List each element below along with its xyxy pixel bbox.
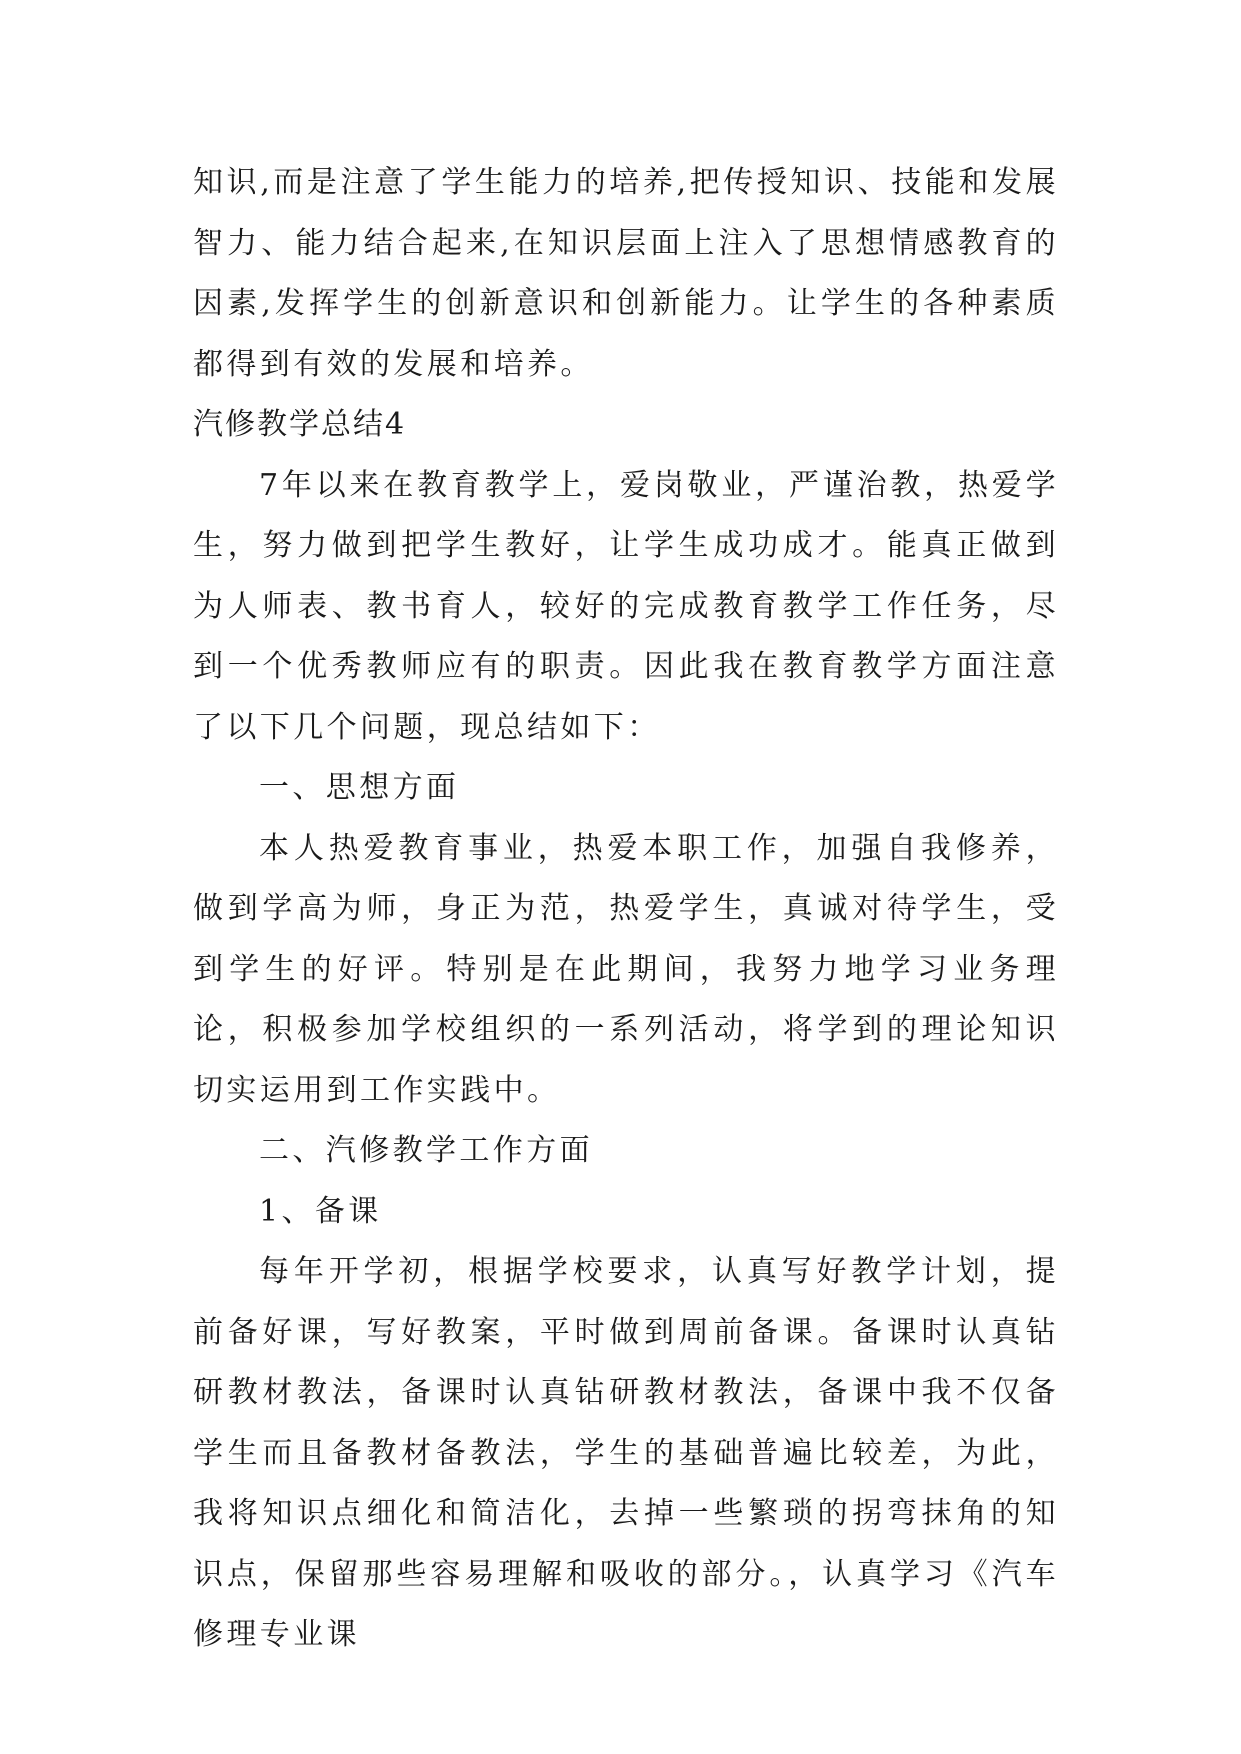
subheading-teaching-work: 二、汽修教学工作方面	[259, 1133, 593, 1168]
paragraph-continuation: 知识,而是注意了学生能力的培养,把传授知识、技能和发展智力、能力结合起来,在知识层面上注入了思想情感教育的因素,发挥学生的创新意识和创新能力。让学生的各种素质都得到有效的发展和培养。	[193, 165, 1059, 382]
subheading-ideology: 一、思想方面	[259, 770, 460, 805]
paragraph-intro: 7年以来在教育教学上，爱岗敬业，严谨治教，热爱学生，努力做到把学生教好，让学生成功成才。能真正做到为人师表、教书育人，较好的完成教育教学工作任务，尽到一个优秀教师应有的职责。因此我在教育教学方面注意了以下几个问题，现总结如下：	[193, 467, 1059, 745]
paragraph-lesson-prep: 每年开学初，根据学校要求，认真写好教学计划，提前备好课，写好教案，平时做到周前备课。备课时认真钻研教材教法，备课时认真钻研教材教法，备课中我不仅备学生而且备教材备教法，学生的基础普遍比较差，为此，我将知识点细化和简洁化，去掉一些繁琐的拐弯抹角的知识点，保留那些容易理解和吸收的部分。，认真学习《汽车修理专业课	[193, 1254, 1059, 1652]
paragraph-ideology: 本人热爱教育事业，热爱本职工作，加强自我修养，做到学高为师，身正为范，热爱学生，真诚对待学生，受到学生的好评。特别是在此期间，我努力地学习业务理论，积极参加学校组织的一系列活动，将学到的理论知识切实运用到工作实践中。	[193, 830, 1059, 1108]
section-title: 汽修教学总结4	[193, 407, 407, 442]
subheading-lesson-prep: 1、备课	[259, 1193, 382, 1229]
document-body	[193, 153, 1059, 1666]
